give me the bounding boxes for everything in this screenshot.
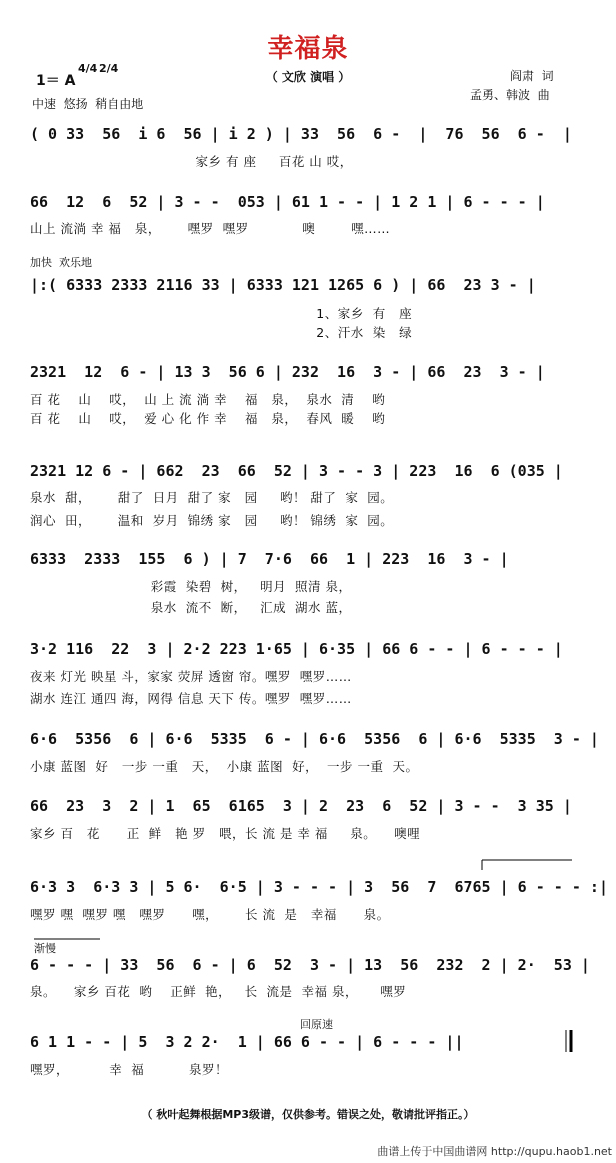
tempo-marking: 中速 悠扬 稍自由地 <box>32 97 144 111</box>
tempo-change-2: 渐慢 <box>34 942 56 955</box>
lyric-line-5a: 泉水 甜， 甜了 日月 甜了 家 园 哟！ 甜了 家 园。 <box>30 490 394 505</box>
tempo-change-1: 加快 欢乐地 <box>30 256 92 269</box>
lyricist-credit: 阎肃 词 <box>510 69 554 83</box>
lyric-line-3a: 1、家乡 有 座 <box>30 306 413 321</box>
time-signature-a: 4/4 <box>78 62 98 75</box>
key-signature: 1＝ A <box>36 73 76 89</box>
score-line-12: 6 1 1 - - | 5 3 2 2· 1 | 66 6 - - | 6 - - - || <box>30 1033 464 1051</box>
lyric-line-4b: 百 花 山 哎， 爱 心 化 作 幸 福 泉， 春风 暖 哟 <box>30 411 386 426</box>
tempo-change-3: 回原速 <box>300 1018 333 1031</box>
score-line-5: 2321 12 6 - | 662 23 66 52 | 3 - - 3 | 223 16 6 (035 | <box>30 462 563 480</box>
lyric-line-3b: 2、汗水 染 绿 <box>30 325 413 340</box>
lyric-line-2: 山上 流淌 幸 福 泉， 嘿罗 嘿罗 噢 嘿…… <box>30 221 391 236</box>
lyric-line-5b: 润心 田， 温和 岁月 锦绣 家 园 哟！ 锦绣 家 园。 <box>30 513 394 528</box>
lyric-line-10: 嘿罗 嘿 嘿罗 嘿 嘿罗 嘿， 长 流 是 幸福 泉。 <box>30 907 390 922</box>
score-line-8: 6·6 5356 6 | 6·6 5335 6 - | 6·6 5356 6 | 6·6 5335 3 - | <box>30 730 599 748</box>
site-watermark: 曲谱上传于中国曲谱网 http://qupu.haob1.net <box>377 1145 612 1158</box>
lyric-line-7a: 夜来 灯光 映星 斗，家家 荧屏 透窗 帘。嘿罗 嘿罗…… <box>30 669 352 684</box>
score-line-11: 6 - - - | 33 56 6 - | 6 52 3 - | 13 56 232 2 | 2· 53 | <box>30 956 590 974</box>
score-line-6: 6333 2333 155 6 ) | 7 7·6 66 1 | 223 16 3 - | <box>30 550 509 568</box>
song-title: 幸福泉 <box>267 34 349 64</box>
lyric-line-9: 家乡 百 花 正 鲜 艳 罗 喂，长 流 是 幸 福 泉。 噢哩 <box>30 826 421 841</box>
lyric-line-11: 泉。 家乡 百花 哟 正鲜 艳， 长 流是 幸福 泉， 嘿罗 <box>30 984 407 999</box>
score-line-3: |:( 6333 2333 2116 33 | 6333 121 1265 6 ) | 66 23 3 - | <box>30 276 536 294</box>
score-line-1: ( 0 33 56 i 6 56 | i 2 ) | 33 56 6 - | 76 56 6 - | <box>30 125 572 143</box>
lyric-line-4a: 百 花 山 哎， 山 上 流 淌 幸 福 泉， 泉水 清 哟 <box>30 392 386 407</box>
lyric-line-7b: 湖水 连江 通四 海，网得 信息 天下 传。嘿罗 嘿罗…… <box>30 691 352 706</box>
time-signature-b: 2/4 <box>99 62 119 75</box>
score-line-7: 3·2 116 22 3 | 2·2 223 1·65 | 6·35 | 66 6 - - | 6 - - - | <box>30 640 563 658</box>
score-line-9: 66 23 3 2 | 1 65 6165 3 | 2 23 6 52 | 3 - - 3 35 | <box>30 797 572 815</box>
score-line-4: 2321 12 6 - | 13 3 56 6 | 232 16 3 - | 66 23 3 - | <box>30 363 545 381</box>
score-line-10: 6·3 3 6·3 3 | 5 6· 6·5 | 3 - - - | 3 56 7 6765 | 6 - - - :| <box>30 878 608 896</box>
lyric-line-8: 小康 蓝图 好 一步 一重 天， 小康 蓝图 好， 一步 一重 天。 <box>30 759 419 774</box>
footnote: （ 秋叶起舞根据MP3级谱，仅供参考。错误之处，敬请批评指正。） <box>141 1108 475 1121</box>
lyric-line-1: 家乡 有 座 百花 山 哎， <box>30 154 353 169</box>
lyric-line-6a: 彩霞 染碧 树， 明月 照清 泉， <box>30 579 352 594</box>
composer-credit: 孟勇、韩波 曲 <box>470 88 550 102</box>
lyric-line-6b: 泉水 流不 断， 汇成 湖水 蓝， <box>30 600 352 615</box>
singer-credit: （ 文欣 演唱 ） <box>265 70 351 84</box>
score-line-2: 66 12 6 52 | 3 - - 053 | 61 1 - - | 1 2 1 | 6 - - - | <box>30 193 545 211</box>
lyric-line-12: 嘿罗， 幸 福 泉罗！ <box>30 1062 228 1077</box>
